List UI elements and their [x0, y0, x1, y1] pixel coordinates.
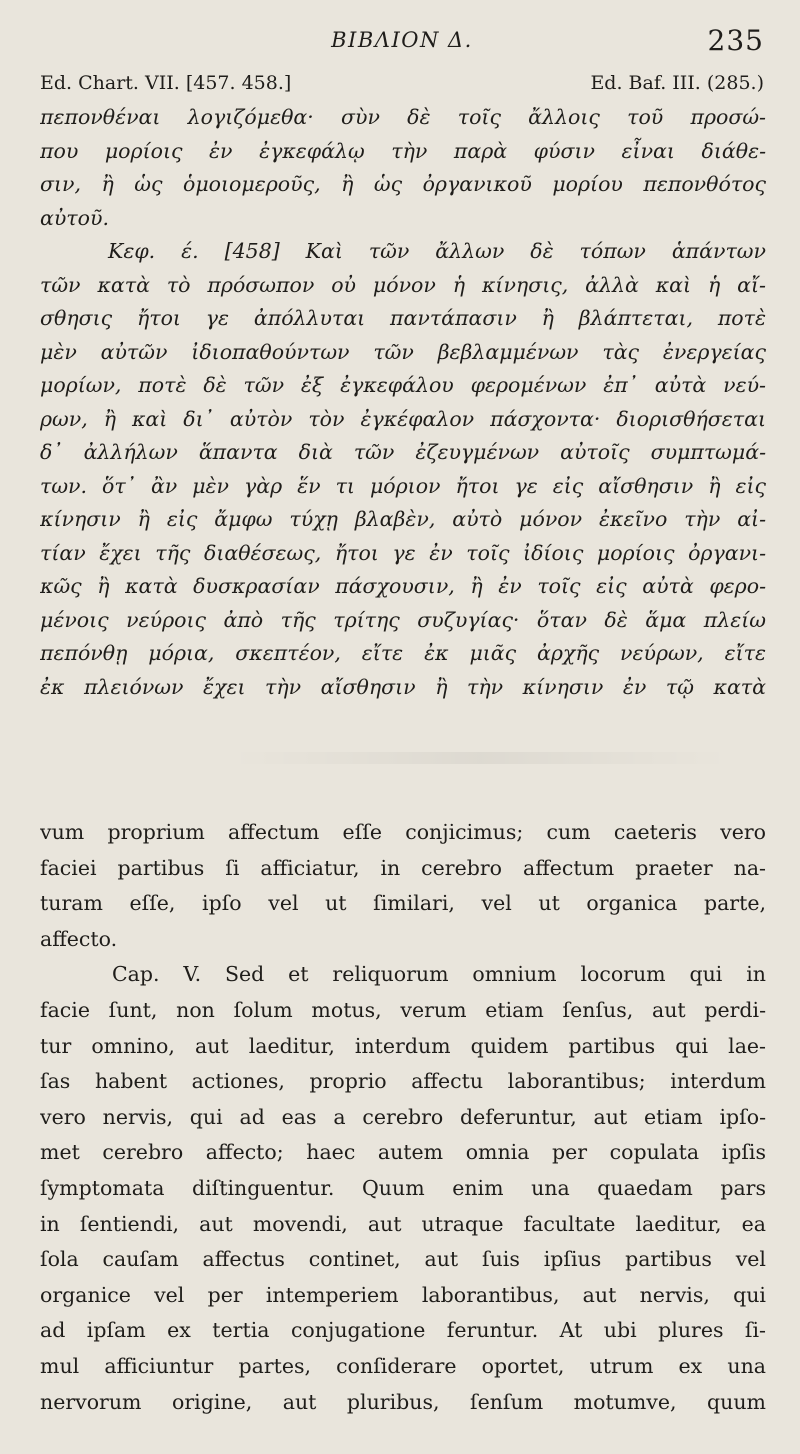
- latin-line: turam eſſe, ipſo vel ut ſimilari, vel ut organica parte,: [40, 891, 766, 916]
- edition-chart-reference: Ed. Chart. VII. [457. 458.]: [40, 72, 292, 94]
- page-header: [40, 24, 764, 62]
- latin-line: affecto.: [40, 926, 118, 951]
- greek-line: τῶν κατὰ τὸ πρόσωπον οὐ μόνον ἡ κίνησις, ἀλλὰ καὶ ἡ αἴ-: [40, 272, 766, 297]
- running-title: ΒΙΒΛΙΟΝ Δ.: [331, 28, 473, 52]
- latin-line: ad ipſam ex tertia conjugatione feruntur. At ubi plures ſi-: [40, 1318, 766, 1343]
- greek-line: δ᾽ ἀλλήλων ἅπαντα διὰ τῶν ἐζευγμένων αὐτοῖς συμπτωμά-: [40, 440, 766, 464]
- latin-chapter-heading-line: Cap. V. Sed et reliquorum omnium locorum qui in: [112, 962, 766, 987]
- paper-shadow: [230, 752, 730, 764]
- latin-line: ſas habent actiones, proprio affectu laborantibus; interdum: [40, 1069, 766, 1094]
- greek-line: μὲν αὐτῶν ἰδιοπαθούντων τῶν βεβλαμμένων τὰς ἐνεργείας: [40, 339, 766, 364]
- latin-line: vero nervis, qui ad eas a cerebro deferuntur, aut etiam ipſo-: [40, 1104, 766, 1129]
- latin-line: mul afficiuntur partes, conſiderare oportet, utrum ex una: [40, 1353, 766, 1378]
- greek-line: σθησις ἤτοι γε ἀπόλλυται παντάπασιν ἢ βλάπτεται, ποτὲ: [40, 306, 766, 330]
- latin-text-block: [40, 815, 766, 1420]
- edition-basel-reference: Ed. Baf. III. (285.): [590, 72, 764, 94]
- latin-line: faciei partibus ſi afficiatur, in cerebro affectum praeter na-: [40, 855, 766, 880]
- greek-line: των. ὅτ᾽ ἂν μὲν γὰρ ἕν τι μόριον ἤτοι γε εἰς αἴσθησιν ἢ εἰς: [40, 473, 766, 498]
- greek-line: σιν, ἢ ὡς ὁμοιομεροῦς, ἢ ὡς ὀργανικοῦ μορίου πεπονθότος: [40, 172, 766, 196]
- greek-line: κῶς ἢ κατὰ δυσκρασίαν πάσχουσιν, ἢ ἐν τοῖς εἰς αὐτὰ φερο-: [40, 574, 766, 598]
- greek-line: τίαν ἔχει τῆς διαθέσεως, ἤτοι γε ἐν τοῖς ἰδίοις μορίοις ὀργανι-: [40, 540, 766, 565]
- greek-line: ἐκ πλειόνων ἔχει τὴν αἴσθησιν ἢ τὴν κίνησιν ἐν τῷ κατὰ: [40, 674, 766, 699]
- edition-reference: [40, 72, 764, 100]
- greek-text-block: [40, 101, 766, 704]
- latin-line: in ſentiendi, aut movendi, aut utraque facultate laeditur, ea: [40, 1211, 766, 1236]
- latin-line: ſymptomata diſtinguentur. Quum enim una quaedam pars: [40, 1175, 766, 1200]
- latin-line: ſola cauſam affectus continet, aut ſuis ipſius partibus vel: [40, 1247, 766, 1272]
- greek-line: κίνησιν ἢ εἰς ἄμφω τύχῃ βλαβὲν, αὐτὸ μόνον ἐκεῖνο τὴν αἰ-: [40, 507, 766, 531]
- greek-line: μένοις νεύροις ἀπὸ τῆς τρίτης συζυγίας· ὅταν δὲ ἅμα πλείω: [40, 607, 766, 632]
- greek-line: πεπονθέναι λογιζόμεθα· σὺν δὲ τοῖς ἄλλοις τοῦ προσώ-: [40, 105, 766, 129]
- latin-line: nervorum origine, aut pluribus, ſenſum motumve, quum: [40, 1389, 766, 1414]
- greek-line: πεπόνθῃ μόρια, σκεπτέον, εἴτε ἐκ μιᾶς ἀρχῆς νεύρων, εἴτε: [40, 641, 766, 665]
- latin-line: met cerebro affecto; haec autem omnia per copulata ipſis: [40, 1140, 766, 1165]
- greek-line: αὐτοῦ.: [40, 205, 109, 230]
- greek-chapter-heading-line: Κεφ. έ. [458] Καὶ τῶν ἄλλων δὲ τόπων ἁπάντων: [108, 239, 766, 263]
- latin-line: tur omnino, aut laeditur, interdum quidem partibus qui lae-: [40, 1033, 766, 1058]
- greek-line: μορίων, ποτὲ δὲ τῶν ἐξ ἐγκεφάλου φερομένων ἐπ᾽ αὐτὰ νεύ-: [40, 373, 766, 397]
- latin-line: vum proprium affectum eſſe conjicimus; cum caeteris vero: [40, 820, 766, 844]
- latin-line: organice vel per intemperiem laborantibus, aut nervis, qui: [40, 1282, 766, 1307]
- page-number: 235: [707, 24, 764, 57]
- greek-line: ρων, ἢ καὶ δι᾽ αὐτὸν τὸν ἐγκέφαλον πάσχοντα· διορισθήσεται: [40, 406, 766, 431]
- latin-line: facie ſunt, non ſolum motus, verum etiam ſenſus, aut perdi-: [40, 997, 766, 1022]
- greek-line: που μορίοις ἐν ἐγκεφάλῳ τὴν παρὰ φύσιν εἶναι διάθε-: [40, 138, 766, 163]
